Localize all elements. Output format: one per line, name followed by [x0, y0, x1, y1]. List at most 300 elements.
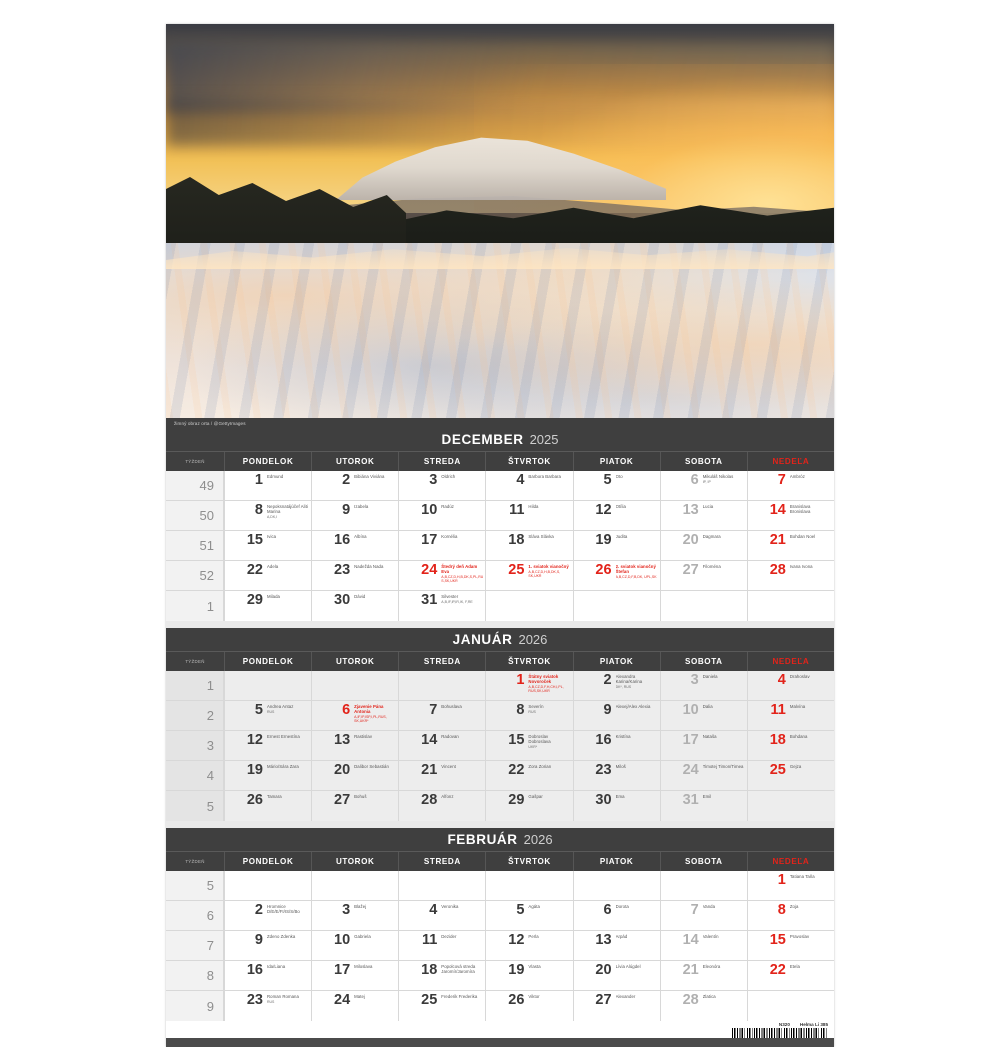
name-day: Rastislav: [354, 734, 373, 739]
day-number: 4: [777, 672, 786, 688]
month-header-december: [166, 428, 834, 451]
day-number: 15: [769, 932, 786, 948]
day-cell[interactable]: [224, 991, 311, 1021]
week-number: 8: [166, 961, 224, 990]
day-cell[interactable]: [485, 561, 572, 590]
day-number: 20: [682, 532, 699, 548]
day-info: [528, 563, 570, 578]
name-day: Ernest Ernestína: [267, 734, 300, 739]
week-row: [166, 501, 834, 531]
name-day: Bohdan Noel: [789, 534, 816, 539]
name-day: Drahoslav: [789, 674, 810, 679]
day-cell: [224, 671, 311, 700]
month-block-februar: [166, 828, 834, 1021]
day-cell[interactable]: [747, 501, 834, 530]
day-info: [703, 793, 745, 800]
day-cell[interactable]: [573, 931, 660, 960]
day-cell: [660, 591, 747, 621]
day-cell[interactable]: [573, 501, 660, 530]
day-cell[interactable]: [311, 991, 398, 1021]
day-info: [267, 793, 309, 800]
day-info: [703, 763, 745, 770]
day-cell: [573, 591, 660, 621]
day-cell[interactable]: [573, 961, 660, 990]
day-info: [441, 963, 483, 975]
day-info: [703, 733, 745, 740]
day-cell[interactable]: [573, 701, 660, 730]
day-number: 17: [682, 732, 699, 748]
day-info: [267, 933, 309, 940]
month-year: 2026: [523, 832, 553, 847]
day-cell: [747, 591, 834, 621]
day-cell[interactable]: [747, 531, 834, 560]
month-name: DECEMBER: [441, 432, 524, 447]
name-day: Ivica: [267, 534, 277, 539]
week-row: [166, 591, 834, 621]
day-number: 31: [421, 592, 438, 608]
name-day: Vlasta: [528, 964, 541, 969]
day-cell[interactable]: [398, 791, 485, 821]
day-info: [441, 763, 483, 770]
day-cell[interactable]: [485, 931, 572, 960]
weekday-header-februar: [166, 851, 834, 871]
name-day: Radovan: [441, 734, 459, 739]
name-day: Bohuš: [354, 794, 367, 799]
day-cell[interactable]: [573, 531, 660, 560]
day-cell[interactable]: [398, 991, 485, 1021]
day-note: DK*, RUS: [615, 684, 632, 689]
name-day: Zora Zorian: [528, 764, 552, 769]
publisher-code: Helma Li 385: [799, 1022, 828, 1027]
day-number: 3: [690, 672, 699, 688]
name-day: Nepoksnatájúčef Aliti Marina: [267, 504, 308, 515]
name-day: Štátny sviatok Novoroček: [528, 674, 559, 685]
name-day: Perla: [528, 934, 539, 939]
photo-credit: žimný obraz orta / @GettyImages: [166, 418, 834, 428]
day-number: 26: [508, 992, 525, 1008]
day-info: [616, 533, 658, 540]
day-cell[interactable]: [485, 761, 572, 790]
day-number: 27: [334, 792, 351, 808]
name-day: Oto: [615, 474, 623, 479]
day-cell[interactable]: [573, 471, 660, 500]
day-cell[interactable]: [224, 501, 311, 530]
day-cell[interactable]: [311, 931, 398, 960]
day-info: [354, 793, 396, 800]
dow-saturday: SOBOTA: [660, 852, 747, 871]
day-cell: [311, 871, 398, 900]
day-cell[interactable]: [485, 991, 572, 1021]
day-cell[interactable]: [660, 761, 747, 790]
day-cell[interactable]: [573, 671, 660, 700]
name-day: Viktor: [528, 994, 540, 999]
day-info: [703, 473, 745, 484]
day-cell[interactable]: [573, 561, 660, 590]
day-cell[interactable]: [660, 791, 747, 821]
day-info: [528, 673, 570, 693]
day-cell[interactable]: [398, 561, 485, 590]
day-note: RUS: [267, 999, 275, 1004]
month-header-januar: [166, 628, 834, 651]
day-cell[interactable]: [573, 731, 660, 760]
day-note: A,B,IF,IP,IR,IK, F,RE: [441, 599, 473, 604]
day-cell[interactable]: [398, 931, 485, 960]
week-number: 1: [166, 671, 224, 700]
day-info: [790, 873, 832, 880]
name-day: Severín: [528, 704, 544, 709]
name-day: Zdeno Zdenka: [267, 934, 296, 939]
month-header-februar: [166, 828, 834, 851]
week-row: [166, 561, 834, 591]
name-day: Dobroslav Dobroslava: [528, 734, 551, 745]
week-number: 51: [166, 531, 224, 560]
day-note: A,B,CZ,D,F,H,CH,I,PL, RUS,SK,UKR: [528, 684, 564, 694]
name-day: Bohdana: [789, 734, 808, 739]
day-cell[interactable]: [398, 531, 485, 560]
day-cell[interactable]: [747, 961, 834, 990]
day-number: 15: [246, 532, 263, 548]
dow-friday: PIATOK: [573, 652, 660, 671]
calendar-footer: [166, 1021, 834, 1047]
name-day: Milada: [267, 594, 280, 599]
day-number: 19: [246, 762, 263, 778]
day-cell[interactable]: [224, 961, 311, 990]
dow-sunday: NEDEĽA: [747, 652, 834, 671]
day-cell[interactable]: [747, 901, 834, 930]
name-day: Miloslava: [354, 964, 373, 969]
day-number: 24: [682, 762, 699, 778]
day-cell[interactable]: [398, 501, 485, 530]
day-number: 10: [682, 702, 699, 718]
week-row: [166, 671, 834, 701]
day-info: [528, 793, 570, 800]
week-column-label: TÝŽDEŇ: [185, 659, 205, 664]
product-codes: [779, 1021, 828, 1027]
day-cell[interactable]: [224, 531, 311, 560]
day-cell[interactable]: [311, 901, 398, 930]
week-number: 5: [166, 791, 224, 821]
day-info: [790, 903, 832, 910]
day-number: 29: [508, 792, 525, 808]
day-cell[interactable]: [660, 471, 747, 500]
day-cell[interactable]: [398, 961, 485, 990]
day-cell[interactable]: [224, 931, 311, 960]
dow-friday: PIATOK: [573, 852, 660, 871]
day-number: 26: [595, 562, 612, 578]
day-number: 7: [690, 902, 699, 918]
name-day: Kornélia: [441, 534, 458, 539]
day-cell[interactable]: [398, 471, 485, 500]
day-info: [354, 563, 396, 570]
dow-monday: PONDELOK: [224, 852, 311, 871]
day-cell[interactable]: [485, 671, 572, 700]
day-cell[interactable]: [224, 761, 311, 790]
day-info: [528, 593, 570, 594]
day-cell[interactable]: [660, 731, 747, 760]
day-number: 30: [595, 792, 612, 808]
day-cell[interactable]: [224, 731, 311, 760]
day-info: [528, 733, 570, 749]
day-info: [790, 473, 832, 480]
name-day: Tatiana Taňa: [789, 874, 815, 879]
dow-wednesday: STREDA: [398, 652, 485, 671]
day-cell: [311, 671, 398, 700]
day-cell[interactable]: [660, 931, 747, 960]
day-number: 12: [508, 932, 525, 948]
week-number: 6: [166, 901, 224, 930]
day-info: [354, 993, 396, 1000]
day-info: [616, 563, 658, 579]
day-cell[interactable]: [485, 471, 572, 500]
day-note: A,DK,I: [267, 514, 278, 519]
day-cell[interactable]: [485, 791, 572, 821]
name-day: Filoména: [702, 564, 721, 569]
day-cell[interactable]: [311, 961, 398, 990]
day-number: 15: [508, 732, 525, 748]
day-cell[interactable]: [311, 791, 398, 821]
day-number: 24: [334, 992, 351, 1008]
name-day: Bohuslava: [441, 704, 462, 709]
week-row: [166, 991, 834, 1021]
dow-tuesday: UTOROK: [311, 652, 398, 671]
month-year: 2025: [529, 432, 559, 447]
name-day: Lívia Alúgdel: [615, 964, 641, 969]
day-cell[interactable]: [573, 761, 660, 790]
name-day: Barbora Barbara: [528, 474, 561, 479]
name-day: Albína: [354, 534, 367, 539]
day-cell[interactable]: [311, 761, 398, 790]
day-info: [616, 873, 658, 874]
day-info: [790, 563, 832, 570]
day-cell[interactable]: [311, 471, 398, 500]
day-cell[interactable]: [224, 591, 311, 621]
day-info: [616, 503, 658, 510]
day-number: 27: [682, 562, 699, 578]
day-cell[interactable]: [660, 531, 747, 560]
day-info: [441, 503, 483, 510]
day-info: [354, 763, 396, 770]
name-day: Alfonz: [441, 794, 454, 799]
name-day: Alexandra Karina/Karina: [615, 674, 643, 685]
day-cell[interactable]: [485, 961, 572, 990]
day-info: [441, 673, 483, 674]
day-cell: [485, 871, 572, 900]
month-separator: [166, 821, 834, 828]
week-number: 4: [166, 761, 224, 790]
day-number: 3: [342, 902, 351, 918]
day-cell[interactable]: [398, 591, 485, 621]
name-day: Veronika: [441, 904, 459, 909]
day-note: RUS: [267, 709, 275, 714]
day-cell[interactable]: [485, 731, 572, 760]
day-info: [441, 593, 483, 604]
day-number: 6: [690, 472, 699, 488]
day-number: 3: [429, 472, 438, 488]
day-number: 21: [682, 962, 699, 978]
name-day: Zlatica: [702, 994, 716, 999]
day-cell[interactable]: [311, 561, 398, 590]
day-number: 23: [595, 762, 612, 778]
day-info: [528, 503, 570, 510]
day-number: 24: [421, 562, 438, 578]
day-cell[interactable]: [224, 471, 311, 500]
name-day: Izabela: [354, 504, 369, 509]
day-cell: [224, 871, 311, 900]
day-number: 11: [421, 932, 438, 948]
name-day: Gabriela: [354, 934, 371, 939]
day-info: [703, 933, 745, 940]
day-cell[interactable]: [660, 961, 747, 990]
day-cell: [747, 991, 834, 1021]
day-cell[interactable]: [660, 901, 747, 930]
day-cell[interactable]: [573, 791, 660, 821]
name-day: Alexander: [615, 994, 636, 999]
day-number: 6: [603, 902, 612, 918]
day-info: [703, 593, 745, 594]
day-cell[interactable]: [398, 731, 485, 760]
week-number: 2: [166, 701, 224, 730]
day-cell[interactable]: [224, 561, 311, 590]
day-cell[interactable]: [224, 791, 311, 821]
dow-sunday: NEDEĽA: [747, 852, 834, 871]
name-day: Otília: [615, 504, 626, 509]
day-number: 18: [421, 962, 438, 978]
dow-sunday: NEDEĽA: [747, 452, 834, 471]
day-number: 7: [777, 472, 786, 488]
day-cell[interactable]: [660, 501, 747, 530]
day-number: 5: [254, 702, 263, 718]
day-info: [790, 503, 832, 515]
name-day: Tamara: [267, 794, 282, 799]
day-cell[interactable]: [747, 471, 834, 500]
name-day: Emil: [702, 794, 712, 799]
week-column-label: TÝŽDEŇ: [185, 459, 205, 464]
day-info: [616, 673, 658, 689]
name-day: 2. sviatok vianočný Štefan: [615, 564, 656, 575]
day-cell[interactable]: [660, 671, 747, 700]
day-cell[interactable]: [485, 701, 572, 730]
day-cell[interactable]: [485, 501, 572, 530]
day-number: 9: [603, 702, 612, 718]
day-info: [441, 733, 483, 740]
day-cell[interactable]: [573, 991, 660, 1021]
month-block-januar: [166, 628, 834, 821]
day-number: 1: [777, 872, 786, 888]
name-day: Zoja: [789, 904, 799, 909]
dow-wednesday: STREDA: [398, 852, 485, 871]
day-cell[interactable]: [485, 901, 572, 930]
day-number: 16: [334, 532, 351, 548]
day-cell[interactable]: [398, 901, 485, 930]
day-cell[interactable]: [311, 501, 398, 530]
day-info: [528, 963, 570, 970]
day-number: 16: [246, 962, 263, 978]
name-day: Alexej/Alex Alexia: [615, 704, 651, 709]
day-cell[interactable]: [398, 761, 485, 790]
day-cell[interactable]: [747, 561, 834, 590]
day-info: [616, 763, 658, 770]
day-cell: [398, 871, 485, 900]
day-info: [703, 873, 745, 874]
name-day: Ambróz: [789, 474, 805, 479]
name-day: Zjavenie Pána Antonia: [354, 704, 384, 715]
name-day: Vincent: [441, 764, 456, 769]
name-day: Štedrý deň Adam Eva: [441, 564, 478, 575]
day-cell[interactable]: [224, 901, 311, 930]
day-info: [441, 933, 483, 940]
day-cell[interactable]: [485, 531, 572, 560]
day-cell[interactable]: [660, 991, 747, 1021]
name-day: Timotej Timon/Timea: [702, 764, 744, 769]
dow-thursday: ŠTVRTOK: [485, 652, 572, 671]
day-number: 8: [254, 502, 263, 518]
week-row: [166, 791, 834, 821]
day-cell[interactable]: [311, 531, 398, 560]
day-info: [703, 993, 745, 1000]
day-number: 5: [603, 472, 612, 488]
week-row: [166, 531, 834, 561]
dow-saturday: SOBOTA: [660, 652, 747, 671]
dow-tuesday: UTOROK: [311, 452, 398, 471]
day-info: [528, 473, 570, 480]
day-cell[interactable]: [747, 671, 834, 700]
day-info: [441, 903, 483, 910]
day-cell[interactable]: [747, 931, 834, 960]
name-day: Eleonóra: [702, 964, 721, 969]
day-cell[interactable]: [224, 701, 311, 730]
day-cell[interactable]: [747, 731, 834, 760]
day-number: 31: [682, 792, 699, 808]
day-info: [703, 903, 745, 910]
day-number: 7: [429, 702, 438, 718]
day-note: A,B,CZ,D,F,B,DK, UPL,SK: [615, 574, 657, 579]
day-info: [441, 993, 483, 1000]
day-info: [354, 673, 396, 674]
day-number: 21: [769, 532, 786, 548]
day-number: 2: [342, 472, 351, 488]
name-day: Daniela: [702, 674, 718, 679]
day-info: [267, 703, 309, 714]
day-cell[interactable]: [398, 701, 485, 730]
day-info: [790, 533, 832, 540]
day-cell[interactable]: [573, 901, 660, 930]
day-cell[interactable]: [747, 761, 834, 790]
day-cell[interactable]: [747, 701, 834, 730]
day-cell[interactable]: [660, 561, 747, 590]
name-day: Miloš: [615, 764, 626, 769]
name-day: Vanda: [702, 904, 716, 909]
day-cell[interactable]: [311, 731, 398, 760]
day-number: 1: [516, 672, 525, 688]
day-number: 8: [516, 702, 525, 718]
name-day: Silvester: [441, 594, 459, 599]
week-row: [166, 761, 834, 791]
day-cell[interactable]: [747, 871, 834, 900]
day-cell[interactable]: [311, 701, 398, 730]
day-number: 8: [777, 902, 786, 918]
name-day: Roman Romana: [267, 994, 299, 999]
day-info: [267, 503, 309, 519]
day-number: 10: [334, 932, 351, 948]
day-cell[interactable]: [311, 591, 398, 621]
day-cell[interactable]: [660, 701, 747, 730]
day-cell: [573, 871, 660, 900]
name-day: Hilda: [528, 504, 539, 509]
day-info: [616, 903, 658, 910]
day-info: [616, 793, 658, 800]
day-number: 17: [421, 532, 438, 548]
day-info: [616, 963, 658, 970]
